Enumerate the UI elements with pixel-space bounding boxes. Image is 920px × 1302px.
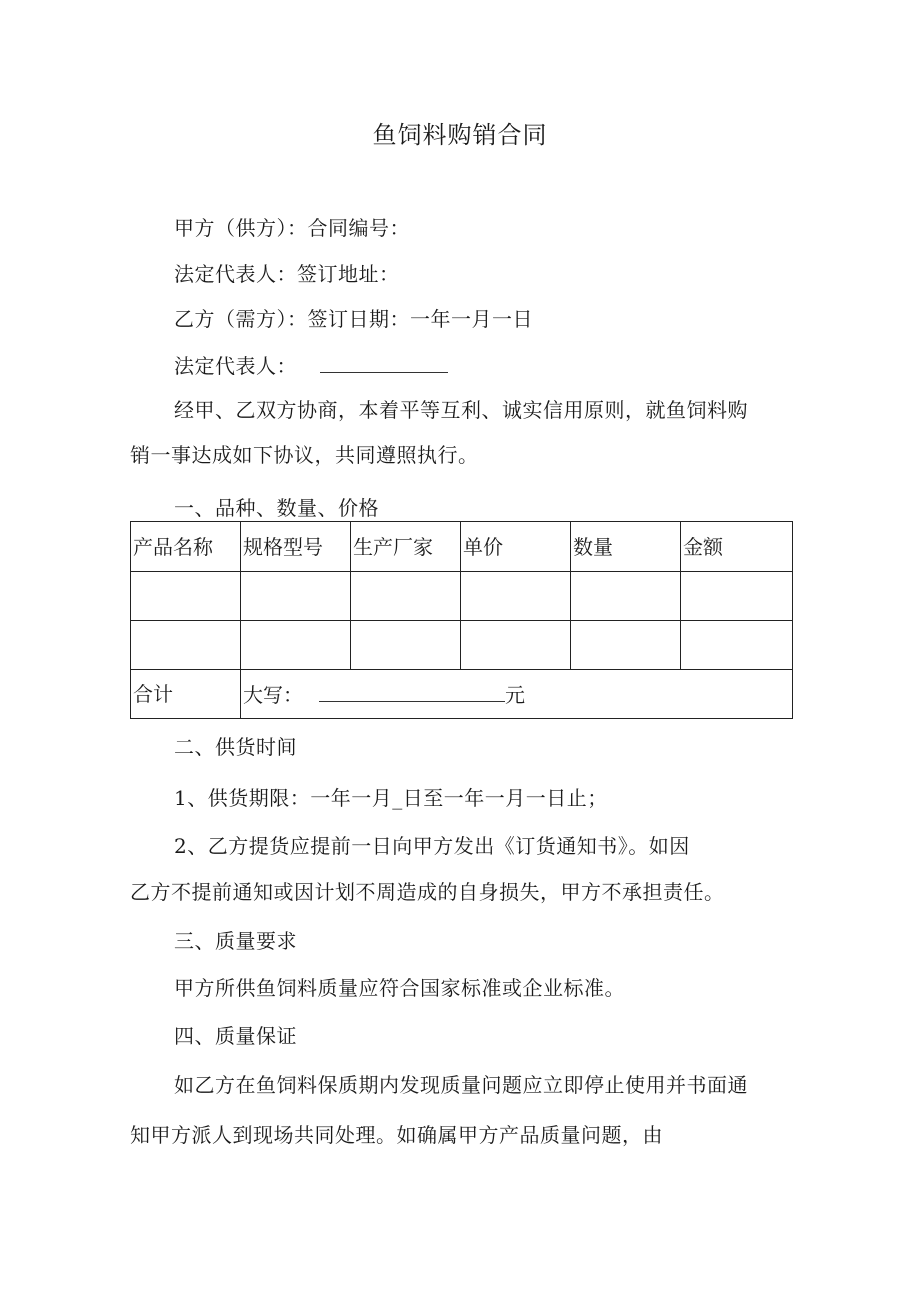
table-cell — [351, 572, 461, 621]
intro-line-1: 经甲、乙双方协商，本着平等互利、诚实信用原则，就鱼饲料购 — [174, 398, 748, 422]
total-label: 合计 — [131, 670, 241, 719]
currency-unit: 元 — [505, 683, 525, 707]
table-row — [131, 572, 793, 621]
table-total-row — [131, 670, 793, 719]
goods-table — [130, 521, 793, 719]
table-header-cell: 金额 — [681, 522, 793, 572]
party-a-line: 甲方（供方）：合同编号： — [174, 216, 410, 240]
uppercase-label: 大写： — [243, 683, 303, 707]
table-cell — [681, 621, 793, 670]
section-2-heading: 二、供货时间 — [174, 735, 297, 759]
table-cell — [461, 572, 571, 621]
table-cell — [681, 572, 793, 621]
table-header-row — [131, 522, 793, 572]
section-1-heading: 一、品种、数量、价格 — [174, 496, 379, 520]
table-header-cell: 产品名称 — [131, 522, 241, 572]
rep-a-line: 法定代表人：签订地址： — [174, 262, 400, 286]
section-4-line-1: 如乙方在鱼饲料保质期内发现质量问题应立即停止使用并书面通 — [174, 1073, 748, 1097]
table-cell — [571, 572, 681, 621]
section-4-line-2: 知甲方派人到现场共同处理。如确属甲方产品质量问题，由 — [130, 1123, 663, 1147]
table-header-cell: 数量 — [571, 522, 681, 572]
section-2-item-2-line-2: 乙方不提前通知或因计划不周造成的自身损失，甲方不承担责任。 — [130, 880, 725, 904]
section-3-text: 甲方所供鱼饲料质量应符合国家标准或企业标准。 — [174, 976, 625, 1000]
table-header-cell: 生产厂家 — [351, 522, 461, 572]
table-cell — [131, 572, 241, 621]
section-2-item-2-line-1: 2、乙方提货应提前一日向甲方发出《订货通知书》。如因 — [174, 834, 690, 858]
rep-b-line — [174, 350, 448, 380]
rep-b-label: 法定代表人： — [174, 354, 297, 378]
section-2-item-1: 1、供货期限：一年一月_日至一年一月一日止； — [174, 786, 608, 810]
table-cell — [461, 621, 571, 670]
table-row — [131, 621, 793, 670]
table-cell — [241, 572, 351, 621]
table-header-cell: 单价 — [461, 522, 571, 572]
section-3-heading: 三、质量要求 — [174, 929, 297, 953]
table-cell — [241, 621, 351, 670]
table-cell — [351, 621, 461, 670]
table-cell — [131, 621, 241, 670]
amount-blank — [319, 679, 505, 702]
party-b-line: 乙方（需方）：签订日期：一年一月一日 — [174, 307, 533, 331]
section-4-heading: 四、质量保证 — [174, 1024, 297, 1048]
rep-b-blank — [320, 350, 448, 373]
table-header-cell: 规格型号 — [241, 522, 351, 572]
intro-line-2: 销一事达成如下协议，共同遵照执行。 — [130, 443, 479, 467]
table-cell — [571, 621, 681, 670]
document-title: 鱼饲料购销合同 — [372, 121, 548, 149]
total-amount-cell — [241, 670, 793, 719]
